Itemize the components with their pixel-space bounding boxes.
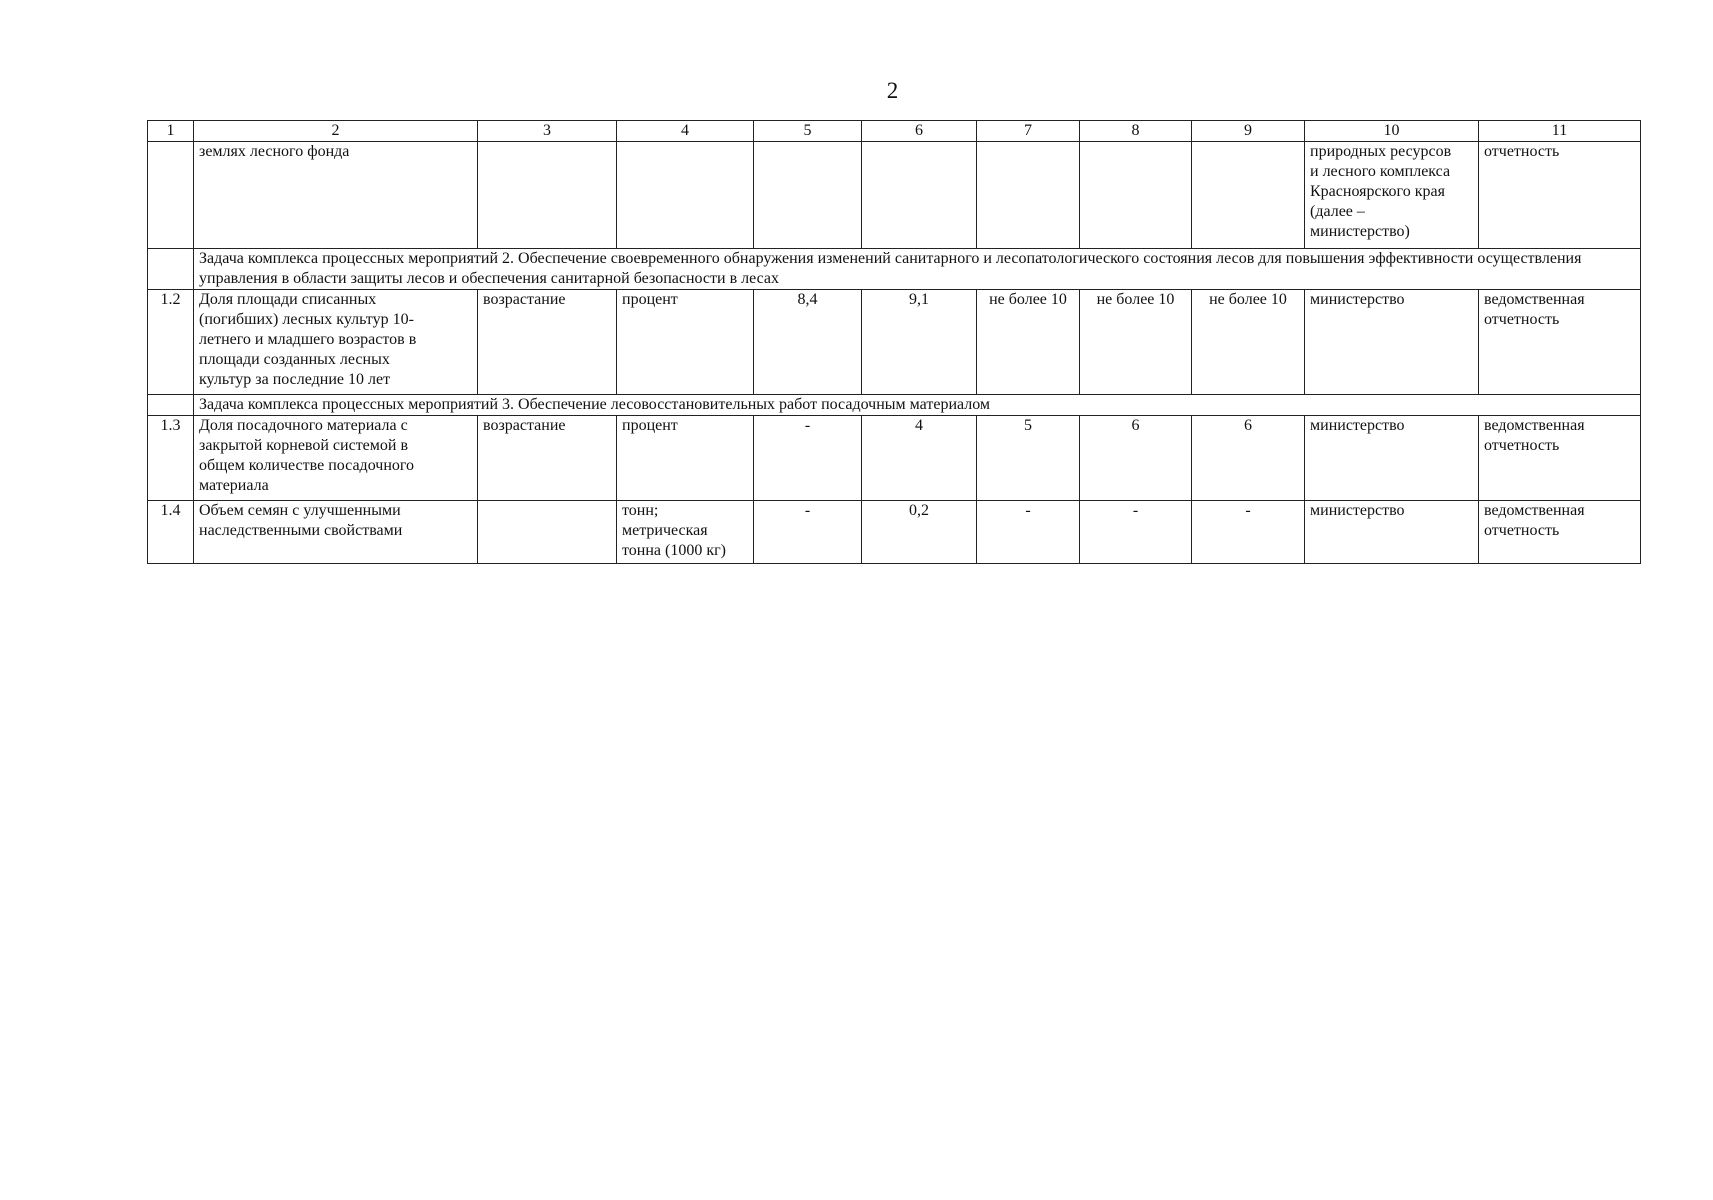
value-cell: 6 <box>1080 416 1192 501</box>
column-number: 10 <box>1305 121 1479 142</box>
trend-cell: возрастание <box>478 416 617 501</box>
empty-cell <box>1192 142 1305 249</box>
responsible-line: природных ресурсов <box>1310 143 1452 160</box>
indicator-line: площади созданных лесных <box>199 351 390 368</box>
source-cell: отчетность <box>1479 142 1641 249</box>
column-number: 3 <box>478 121 617 142</box>
source-line: ведомственная <box>1484 291 1585 308</box>
indicator-line: Объем семян с улучшенными <box>199 502 401 519</box>
source-cell <box>1479 416 1641 501</box>
indicator-line: материала <box>199 477 269 494</box>
value-cell: не более 10 <box>1080 290 1192 395</box>
responsible-line: министерство) <box>1310 223 1410 240</box>
indicator-cell: землях лесного фонда <box>194 142 478 249</box>
row-number: 1.2 <box>148 290 194 395</box>
value-cell: не более 10 <box>1192 290 1305 395</box>
value-cell: - <box>977 501 1080 564</box>
value-cell: - <box>754 416 862 501</box>
column-number: 7 <box>977 121 1080 142</box>
column-number-row <box>148 121 1641 142</box>
unit-line: тонн; <box>622 502 659 519</box>
indicator-cell <box>194 501 478 564</box>
column-number: 8 <box>1080 121 1192 142</box>
empty-cell <box>754 142 862 249</box>
value-cell: - <box>1080 501 1192 564</box>
table-row <box>148 416 1641 501</box>
source-line: ведомственная <box>1484 502 1585 519</box>
value-cell: 6 <box>1192 416 1305 501</box>
empty-cell <box>478 142 617 249</box>
value-cell: 4 <box>862 416 977 501</box>
row-number-cell <box>148 142 194 249</box>
unit-line: тонна (1000 кг) <box>622 542 726 559</box>
indicator-line: культур за последние 10 лет <box>199 371 391 388</box>
value-cell: - <box>1192 501 1305 564</box>
indicator-line: Доля площади списанных <box>199 291 377 308</box>
row-number: 1.3 <box>148 416 194 501</box>
responsible-cell <box>1305 142 1479 249</box>
source-cell <box>1479 501 1641 564</box>
empty-cell <box>1080 142 1192 249</box>
value-cell: - <box>754 501 862 564</box>
indicator-cell <box>194 416 478 501</box>
responsible-cell: министерство <box>1305 501 1479 564</box>
responsible-line: Красноярского края <box>1310 183 1445 200</box>
source-line: отчетность <box>1484 311 1560 328</box>
responsible-cell: министерство <box>1305 290 1479 395</box>
page-number: 2 <box>886 78 899 103</box>
unit-line: процент <box>622 291 678 308</box>
task-heading: Задача комплекса процессных мероприятий 2. Обеспечение своевременного обнаружения изменений санитарного и лесопатологического состояния лесов для повышения эффективности осуществления управления в области защиты лесов и обеспечения санитарной безопасности в лесах <box>194 249 1641 290</box>
indicator-line: (погибших) лесных культур 10- <box>199 311 414 328</box>
unit-line: метрическая <box>622 522 708 539</box>
responsible-cell: министерство <box>1305 416 1479 501</box>
indicator-cell <box>194 290 478 395</box>
trend-cell <box>478 501 617 564</box>
column-number: 1 <box>148 121 194 142</box>
unit-cell <box>617 501 754 564</box>
value-cell: 0,2 <box>862 501 977 564</box>
empty-cell <box>617 142 754 249</box>
table-row <box>148 290 1641 395</box>
task-row-3 <box>148 395 1641 416</box>
indicator-line: закрытой корневой системой в <box>199 437 409 454</box>
column-number: 6 <box>862 121 977 142</box>
value-cell: 8,4 <box>754 290 862 395</box>
row-number-cell <box>148 395 194 416</box>
responsible-line: и лесного комплекса <box>1310 163 1451 180</box>
value-cell: 5 <box>977 416 1080 501</box>
row-number-cell <box>148 249 194 290</box>
task-heading: Задача комплекса процессных мероприятий 3. Обеспечение лесовосстановительных работ посадочным материалом <box>194 395 1641 416</box>
source-line: отчетность <box>1484 522 1560 539</box>
table-row <box>148 501 1641 564</box>
empty-cell <box>862 142 977 249</box>
unit-cell <box>617 290 754 395</box>
source-line: отчетность <box>1484 437 1560 454</box>
column-number: 5 <box>754 121 862 142</box>
indicator-line: наследственными свойствами <box>199 522 403 539</box>
unit-line: процент <box>622 417 678 434</box>
indicator-line: Доля посадочного материала с <box>199 417 408 434</box>
unit-cell <box>617 416 754 501</box>
indicators-table <box>147 120 1641 564</box>
column-number: 4 <box>617 121 754 142</box>
table-row-continuation <box>148 142 1641 249</box>
empty-cell <box>977 142 1080 249</box>
row-number: 1.4 <box>148 501 194 564</box>
responsible-line: (далее – <box>1310 203 1365 220</box>
task-row-2 <box>148 249 1641 290</box>
source-line: ведомственная <box>1484 417 1585 434</box>
indicator-line: летнего и младшего возрастов в <box>199 331 417 348</box>
column-number: 9 <box>1192 121 1305 142</box>
indicator-line: общем количестве посадочного <box>199 457 415 474</box>
column-number: 11 <box>1479 121 1641 142</box>
value-cell: 9,1 <box>862 290 977 395</box>
trend-cell: возрастание <box>478 290 617 395</box>
source-cell <box>1479 290 1641 395</box>
value-cell: не более 10 <box>977 290 1080 395</box>
column-number: 2 <box>194 121 478 142</box>
